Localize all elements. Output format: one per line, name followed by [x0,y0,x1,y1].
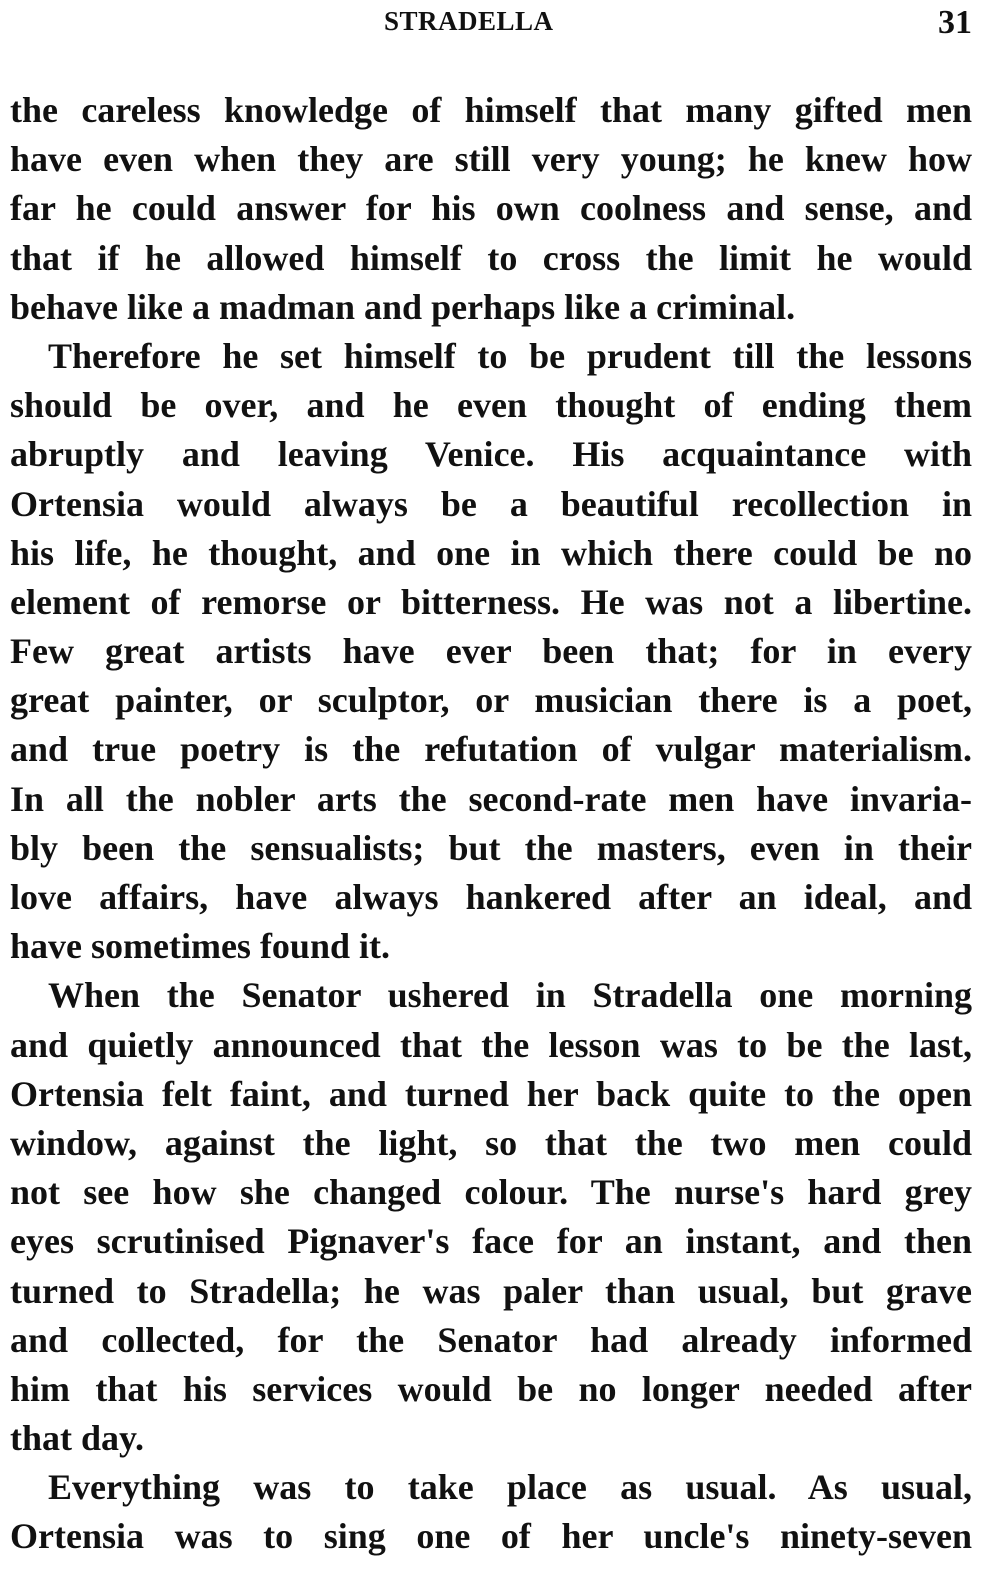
text-line: Ortensia felt faint, and turned her back quite to the open [10,1073,972,1114]
text-line: bly been the sensualists; but the masters, even in their [10,827,972,868]
text-line: that day. [10,1418,145,1459]
text-line: his life, he thought, and one in which there could be no [10,532,972,573]
text-line: should be over, and he even thought of ending them [10,385,972,426]
text-line: abruptly and leaving Venice. His acquaintance with [10,434,972,475]
text-line: element of remorse or bitterness. He was not a libertine. [10,581,972,622]
text-line: eyes scrutinised Pignaver's face for an instant, and then [10,1221,972,1262]
text-line: far he could answer for his own coolness and sense, and [10,188,972,229]
text-line: window, against the light, so that the two men could [10,1122,972,1163]
body-text [10,86,972,1562]
text-line: Everything was to take place as usual. As usual, [48,1467,972,1508]
text-line: Ortensia would always be a beautiful recollection in [10,483,972,524]
text-line: and quietly announced that the lesson was to be the last, [10,1024,972,1065]
page-number: 31 [938,4,972,41]
text-line: and collected, for the Senator had already informed [10,1319,972,1360]
text-line: Ortensia was to sing one of her uncle's ninety-seven [10,1516,972,1557]
text-line: and true poetry is the refutation of vulgar materialism. [10,729,972,770]
text-line: him that his services would be no longer needed after [10,1368,972,1409]
text-line: love affairs, have always hankered after an ideal, and [10,877,972,917]
text-line: behave like a madman and perhaps like a criminal. [10,286,796,327]
text-line: the careless knowledge of himself that many gifted men [10,90,972,130]
running-title: STRADELLA [384,6,554,36]
text-line: Few great artists have ever been that; for in every [10,631,972,672]
text-line: have sometimes found it. [10,926,390,967]
text-line: not see how she changed colour. The nurse's hard grey [10,1172,972,1213]
text-line: have even when they are still very young; he knew how [10,139,972,180]
text-line: great painter, or sculptor, or musician there is a poet, [10,680,972,721]
text-line: Therefore he set himself to be prudent till the lessons [48,335,972,376]
text-line: When the Senator ushered in Stradella one morning [48,975,972,1016]
text-line: that if he allowed himself to cross the limit he would [10,237,972,278]
text-line: turned to Stradella; he was paler than usual, but grave [10,1270,972,1311]
text-line: In all the nobler arts the second-rate men have invaria- [10,778,972,819]
running-header [0,4,1000,44]
